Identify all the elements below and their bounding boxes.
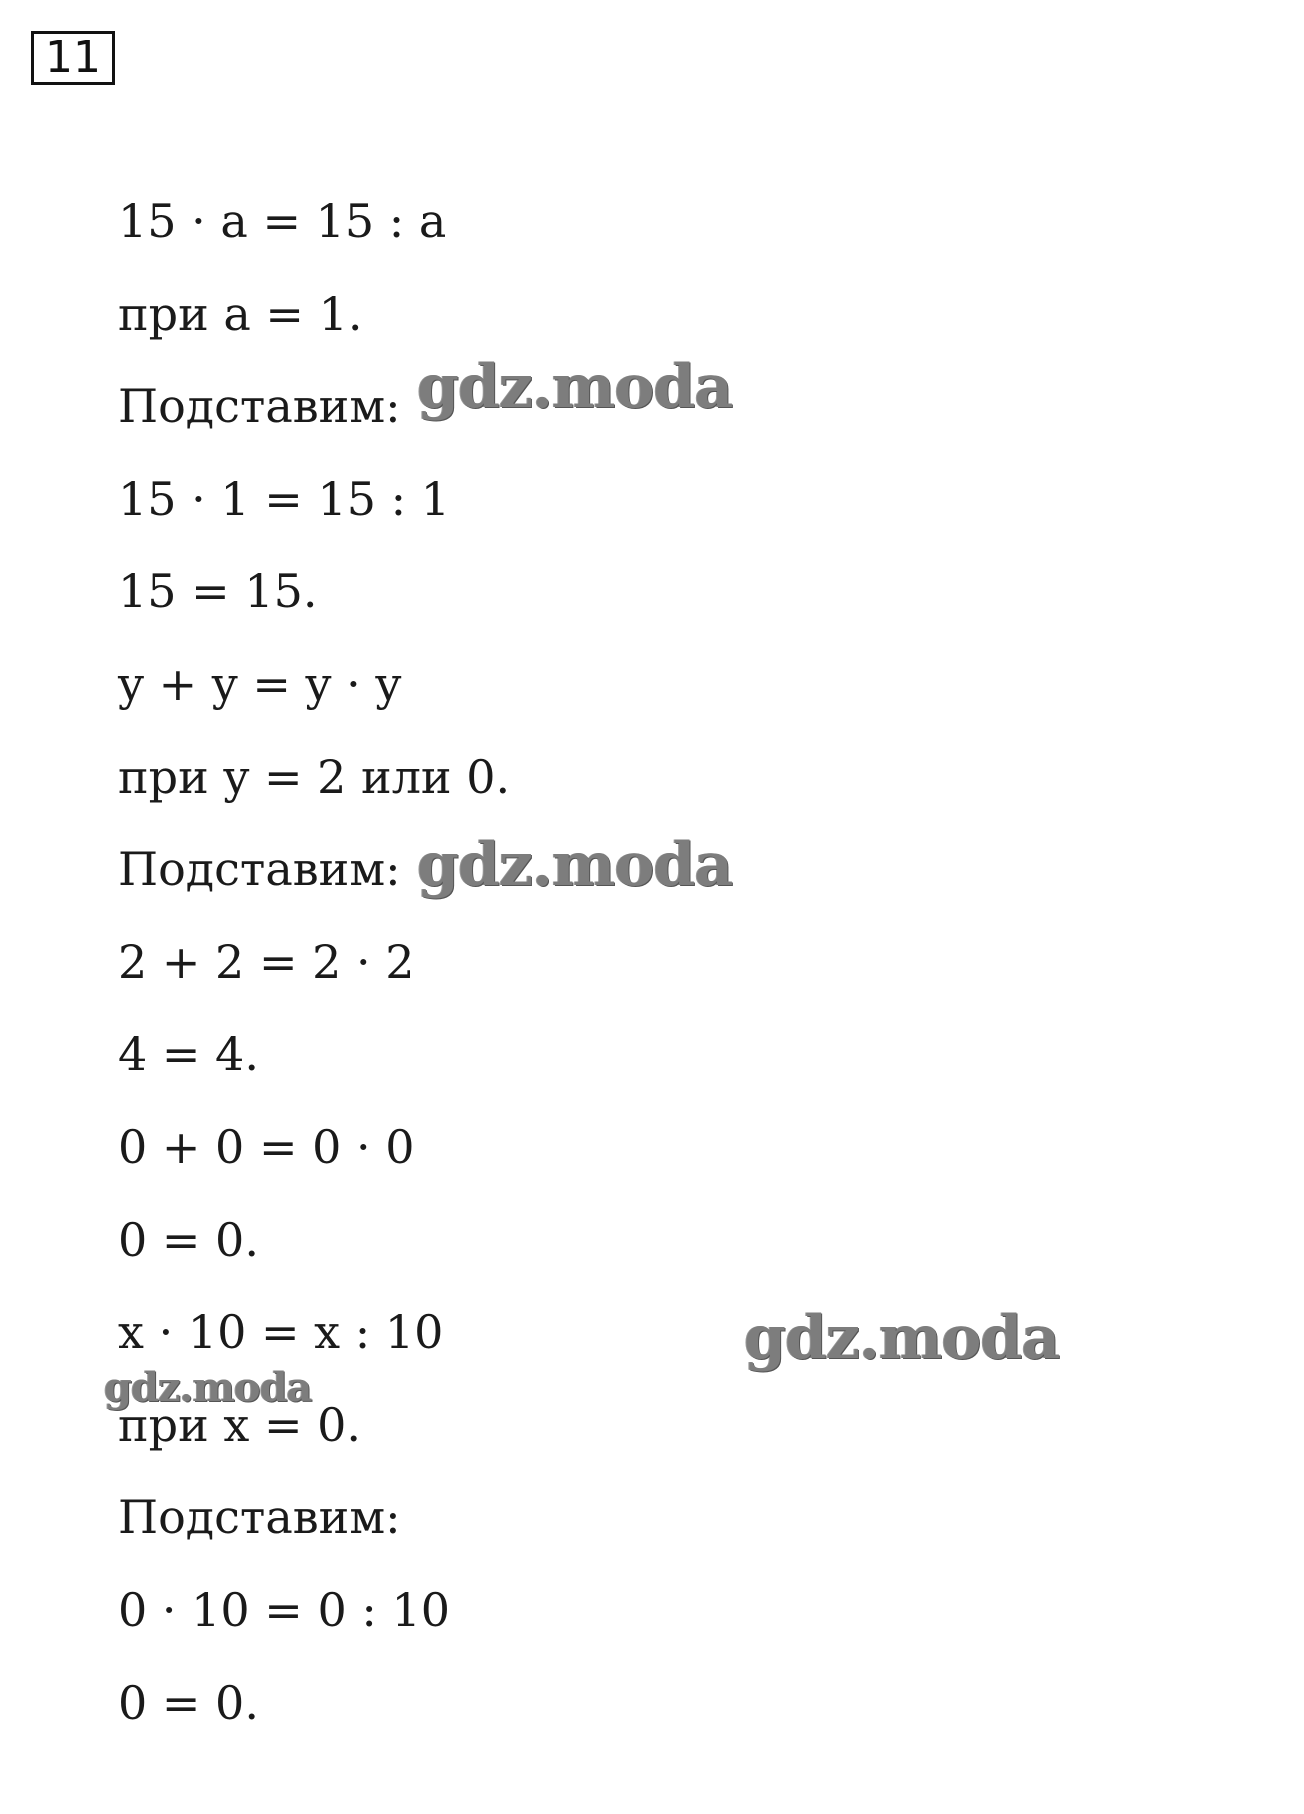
solution-line: x · 10 = x : 10	[118, 1305, 444, 1360]
solution-line: 0 + 0 = 0 · 0	[118, 1119, 415, 1174]
solution-line: при y = 2 или 0.	[118, 749, 511, 804]
solution-line: 15 · 1 = 15 : 1	[118, 471, 450, 526]
task-number-box: 11	[31, 31, 115, 85]
watermark: gdz.moda	[417, 830, 733, 900]
solution-line: 15 = 15.	[118, 564, 318, 619]
solution-line: при a = 1.	[118, 286, 363, 341]
watermark: gdz.moda	[744, 1303, 1060, 1373]
solution-line: 0 = 0.	[118, 1675, 259, 1730]
solution-line: 15 · a = 15 : a	[118, 194, 447, 248]
solution-line: 0 · 10 = 0 : 10	[118, 1582, 450, 1637]
watermark: gdz.moda	[417, 352, 733, 422]
solution-line: y + y = y · y	[118, 656, 402, 711]
solution-line: Подставим:	[118, 379, 401, 434]
solution-line: Подставим:	[118, 842, 401, 897]
solution-text	[118, 194, 511, 1772]
solution-line: 0 = 0.	[118, 1212, 259, 1267]
solution-line: при x = 0.	[118, 1397, 362, 1452]
solution-line: Подставим:	[118, 1490, 401, 1545]
watermark: gdz.moda	[104, 1364, 312, 1411]
solution-line: 2 + 2 = 2 · 2	[118, 934, 415, 989]
solution-line: 4 = 4.	[118, 1027, 259, 1082]
